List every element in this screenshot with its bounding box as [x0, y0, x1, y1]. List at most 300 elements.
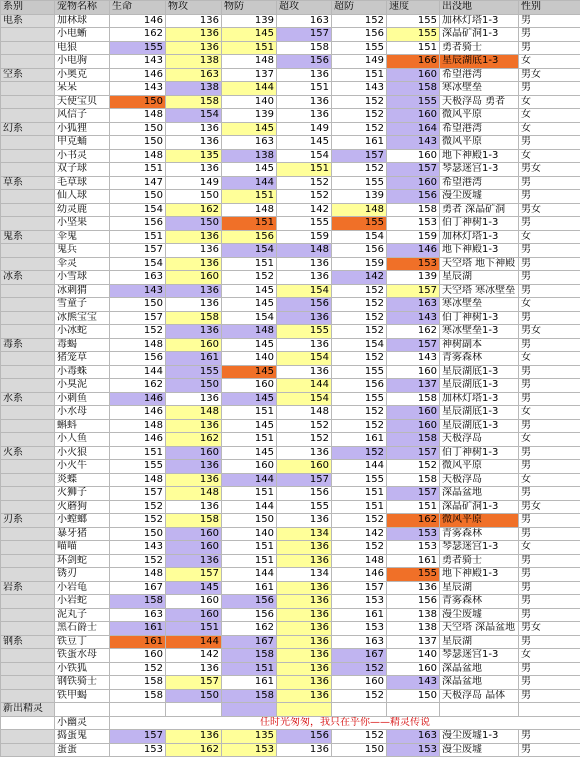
- cell-phys-defense: 153: [222, 743, 277, 757]
- cell-element: [1, 109, 55, 123]
- cell-hp: 152: [110, 514, 166, 528]
- cell-hp: 157: [110, 730, 166, 744]
- cell-speed: 157: [387, 163, 440, 177]
- cell-phys-attack: 136: [166, 244, 222, 258]
- cell-name: 仙人球: [55, 190, 110, 204]
- cell-speed: 160: [387, 365, 440, 379]
- cell-hp: 144: [110, 365, 166, 379]
- cell-hp: 157: [110, 311, 166, 325]
- cell-speed: 155: [387, 568, 440, 582]
- cell-phys-defense: 139: [222, 14, 277, 28]
- header-cell-name: 宠物名称: [55, 1, 110, 15]
- table-row: [1, 109, 580, 123]
- cell-location: 地下神殿1-3: [440, 568, 519, 582]
- cell-location: 伯丁神树1-3: [440, 446, 519, 460]
- cell-speed: 143: [387, 676, 440, 690]
- cell-name: 幼灵鹿: [55, 203, 110, 217]
- cell-hp: 158: [110, 595, 166, 609]
- cell-phys-defense: 152: [222, 271, 277, 285]
- cell-sp-defense: 156: [332, 379, 387, 393]
- cell-gender: 男: [519, 554, 580, 568]
- cell-name: 小火牛: [55, 460, 110, 474]
- table-row: [1, 311, 580, 325]
- cell-element: [1, 257, 55, 271]
- cell-gender: 男: [519, 392, 580, 406]
- cell-hp: 155: [110, 41, 166, 55]
- cell-element: 电系: [1, 14, 55, 28]
- cell-gender: 男: [519, 514, 580, 528]
- table-row: [1, 676, 580, 690]
- cell-name: 小狐狸: [55, 122, 110, 136]
- cell-hp: 157: [110, 487, 166, 501]
- cell-sp-attack: 149: [277, 122, 332, 136]
- table-row: [1, 622, 580, 636]
- cell-speed: 153: [387, 541, 440, 555]
- cell-location: 琴瑟迷宫1-3: [440, 163, 519, 177]
- cell-phys-defense: 156: [222, 230, 277, 244]
- cell-phys-attack: 158: [166, 514, 222, 528]
- cell-phys-defense: 162: [222, 622, 277, 636]
- cell-hp: 148: [110, 568, 166, 582]
- cell-gender: 女: [519, 109, 580, 123]
- cell-phys-defense: 151: [222, 257, 277, 271]
- cell-gender: 男: [519, 28, 580, 42]
- cell-sp-attack: 151: [277, 82, 332, 96]
- cell-phys-defense: 158: [222, 649, 277, 663]
- cell-sp-defense: 151: [332, 68, 387, 82]
- cell-name: 火狮子: [55, 487, 110, 501]
- cell-sp-defense: 159: [332, 257, 387, 271]
- cell-hp: 143: [110, 55, 166, 69]
- cell-name: 电狼: [55, 41, 110, 55]
- cell-phys-attack: 160: [166, 271, 222, 285]
- table-row: [1, 365, 580, 379]
- cell-hp: 146: [110, 392, 166, 406]
- table-row: [1, 595, 580, 609]
- cell-speed: 138: [387, 608, 440, 622]
- cell-speed: 160: [387, 109, 440, 123]
- cell-phys-defense: 145: [222, 392, 277, 406]
- cell-sp-defense: 154: [332, 230, 387, 244]
- cell-location: 天空塔 寒冰壁垒: [440, 284, 519, 298]
- cell-element: [1, 595, 55, 609]
- cell-sp-defense: 152: [332, 311, 387, 325]
- cell-phys-defense: 145: [222, 365, 277, 379]
- cell-name: 小刺鱼: [55, 392, 110, 406]
- cell-element: [1, 500, 55, 514]
- cell-sp-attack: 136: [277, 608, 332, 622]
- cell-name: 铁甲蝎: [55, 689, 110, 703]
- cell-name: 小雪球: [55, 271, 110, 285]
- header-cell-location: 出没地: [440, 1, 519, 15]
- cell-phys-defense: 145: [222, 446, 277, 460]
- cell-sp-attack: 152: [277, 433, 332, 447]
- cell-hp: 155: [110, 460, 166, 474]
- cell-element: 钢系: [1, 635, 55, 649]
- cell-location: 微风平原: [440, 136, 519, 150]
- cell-location: 天极浮岛: [440, 473, 519, 487]
- cell-element: [1, 662, 55, 676]
- cell-name: 猪笼草: [55, 352, 110, 366]
- cell-sp-attack: 134: [277, 527, 332, 541]
- cell-speed: 162: [387, 514, 440, 528]
- cell-element: [1, 190, 55, 204]
- cell-phys-defense: 144: [222, 568, 277, 582]
- table-row: [1, 514, 580, 528]
- cell-sp-defense: 152: [332, 689, 387, 703]
- cell-location: 神树副本: [440, 338, 519, 352]
- cell-location: 希望港湾: [440, 68, 519, 82]
- table-row: [1, 122, 580, 136]
- cell-element: [1, 82, 55, 96]
- cell-sp-attack: 136: [277, 676, 332, 690]
- cell-location: 深晶盆地: [440, 487, 519, 501]
- cell-speed: 153: [387, 217, 440, 231]
- cell-gender: 男: [519, 338, 580, 352]
- cell-gender: 男: [519, 581, 580, 595]
- cell-gender: 男: [519, 635, 580, 649]
- cell-gender: 男: [519, 379, 580, 393]
- cell-hp: 158: [110, 676, 166, 690]
- cell-hp: 143: [110, 82, 166, 96]
- cell-speed: 158: [387, 82, 440, 96]
- cell-element: [1, 676, 55, 690]
- header-cell-phys-attack: 物攻: [166, 1, 222, 15]
- cell-element: 刃系: [1, 514, 55, 528]
- cell-sp-attack: 152: [277, 419, 332, 433]
- cell-hp: 146: [110, 68, 166, 82]
- cell-name: 双子球: [55, 163, 110, 177]
- table-row: [1, 230, 580, 244]
- cell-sp-defense: 152: [332, 284, 387, 298]
- cell-phys-attack: 144: [166, 635, 222, 649]
- table-row: [1, 608, 580, 622]
- table-row: [1, 217, 580, 231]
- cell-phys-attack: 155: [166, 365, 222, 379]
- header-cell-element: 系别: [1, 1, 55, 15]
- cell-phys-defense: 151: [222, 541, 277, 555]
- cell-phys-defense: 156: [222, 595, 277, 609]
- cell-hp: 150: [110, 95, 166, 109]
- cell-element: [1, 406, 55, 420]
- cell-element: [1, 217, 55, 231]
- cell-sp-defense: 152: [332, 541, 387, 555]
- cell-gender: 女: [519, 149, 580, 163]
- cell-sp-defense: 167: [332, 649, 387, 663]
- table-row: [1, 500, 580, 514]
- cell-phys-attack: 150: [166, 190, 222, 204]
- cell-location: 希望港湾: [440, 176, 519, 190]
- cell-gender: 男女: [519, 163, 580, 177]
- cell-name: 钢铁骑士: [55, 676, 110, 690]
- cell-name: 锈刃: [55, 568, 110, 582]
- cell-phys-defense: 161: [222, 676, 277, 690]
- cell-speed: 150: [387, 689, 440, 703]
- cell-speed: 138: [387, 622, 440, 636]
- cell-speed: 162: [387, 325, 440, 339]
- table-row: [1, 541, 580, 555]
- cell-hp: 150: [110, 136, 166, 150]
- cell-hp: 152: [110, 662, 166, 676]
- cell-gender: 男: [519, 284, 580, 298]
- cell-name: 小坚果: [55, 217, 110, 231]
- cell-hp: 163: [110, 271, 166, 285]
- cell-sp-defense: 152: [332, 662, 387, 676]
- cell-location: 深晶矿洞1-3: [440, 28, 519, 42]
- cell-element: 鬼系: [1, 230, 55, 244]
- cell-name: 暴牙猪: [55, 527, 110, 541]
- cell-name: 小螳螂: [55, 514, 110, 528]
- cell-name: 伞鬼: [55, 230, 110, 244]
- cell-hp: 143: [110, 284, 166, 298]
- cell-element: [1, 163, 55, 177]
- cell-element: 幻系: [1, 122, 55, 136]
- cell-hp: 158: [110, 689, 166, 703]
- cell-element: [1, 622, 55, 636]
- cell-sp-attack: 158: [277, 41, 332, 55]
- cell-phys-defense: 145: [222, 338, 277, 352]
- cell-gender: 女: [519, 122, 580, 136]
- cell-sp-defense: 157: [332, 149, 387, 163]
- cell-sp-defense: 154: [332, 338, 387, 352]
- cell-gender: 男: [519, 419, 580, 433]
- cell-hp: 151: [110, 446, 166, 460]
- cell-element: 岩系: [1, 581, 55, 595]
- cell-phys-defense: 138: [222, 149, 277, 163]
- cell-location: 勇者骑士: [440, 41, 519, 55]
- cell-speed: 153: [387, 257, 440, 271]
- cell-sp-defense: 152: [332, 730, 387, 744]
- cell-name: 小幽灵: [55, 716, 110, 730]
- cell-gender: 男: [519, 689, 580, 703]
- header-cell-hp: 生命: [110, 1, 166, 15]
- cell-sp-defense: 155: [332, 473, 387, 487]
- cell-sp-defense: 144: [332, 460, 387, 474]
- cell-speed: 151: [387, 500, 440, 514]
- cell-gender: 女: [519, 433, 580, 447]
- cell-phys-attack: 136: [166, 122, 222, 136]
- cell-element: [1, 716, 55, 730]
- table-row: [1, 581, 580, 595]
- cell-location: 星辰湖底1-3: [440, 419, 519, 433]
- cell-phys-defense: 148: [222, 325, 277, 339]
- cell-phys-attack: 145: [166, 581, 222, 595]
- cell-speed: 163: [387, 298, 440, 312]
- cell-sp-attack: 156: [277, 55, 332, 69]
- cell-sp-attack: 136: [277, 68, 332, 82]
- cell-name: 黑石爵士: [55, 622, 110, 636]
- cell-phys-attack: 136: [166, 163, 222, 177]
- cell-location: 琴瑟迷宫1-3: [440, 541, 519, 555]
- cell-sp-attack: 142: [277, 203, 332, 217]
- cell-hp: 143: [110, 541, 166, 555]
- cell-phys-attack: 138: [166, 55, 222, 69]
- cell-phys-attack: 136: [166, 730, 222, 744]
- cell-name: 鬼兵: [55, 244, 110, 258]
- cell-hp: 150: [110, 527, 166, 541]
- cell-gender: 男: [519, 676, 580, 690]
- cell-sp-defense: 150: [332, 743, 387, 757]
- cell-name: 小水母: [55, 406, 110, 420]
- cell-phys-attack: 136: [166, 554, 222, 568]
- cell-gender: 男女: [519, 500, 580, 514]
- cell-sp-defense: 161: [332, 608, 387, 622]
- table-row: [1, 203, 580, 217]
- cell-sp-defense: 156: [332, 244, 387, 258]
- cell-location: 深晶盆地: [440, 676, 519, 690]
- cell-name: 小岩蛇: [55, 595, 110, 609]
- cell-gender: 男: [519, 136, 580, 150]
- cell-phys-attack: 136: [166, 500, 222, 514]
- cell-sp-defense: 161: [332, 136, 387, 150]
- cell-sp-defense: 160: [332, 676, 387, 690]
- cell-name: [55, 703, 110, 717]
- table-row: [1, 257, 580, 271]
- cell-gender: 男: [519, 176, 580, 190]
- cell-sp-defense: 152: [332, 109, 387, 123]
- cell-sp-defense: 151: [332, 500, 387, 514]
- cell-phys-attack: 136: [166, 230, 222, 244]
- cell-gender: 男: [519, 365, 580, 379]
- cell-gender: 男: [519, 527, 580, 541]
- cell-sp-attack: 136: [277, 271, 332, 285]
- cell-sp-attack: 157: [277, 28, 332, 42]
- cell-sp-attack: 163: [277, 14, 332, 28]
- cell-sp-defense: 153: [332, 622, 387, 636]
- cell-phys-attack: 161: [166, 352, 222, 366]
- cell-element: [1, 649, 55, 663]
- table-row: [1, 568, 580, 582]
- cell-speed: 157: [387, 284, 440, 298]
- cell-phys-attack: 158: [166, 311, 222, 325]
- cell-location: 天空塔 地下神殿: [440, 257, 519, 271]
- cell-gender: 男女: [519, 622, 580, 636]
- cell-phys-attack: 136: [166, 460, 222, 474]
- cell-sp-defense: 156: [332, 28, 387, 42]
- cell-sp-attack: 159: [277, 230, 332, 244]
- cell-sp-defense: 148: [332, 203, 387, 217]
- cell-sp-attack: 155: [277, 217, 332, 231]
- cell-sp-defense: 155: [332, 41, 387, 55]
- cell-sp-attack: 136: [277, 743, 332, 757]
- cell-hp: 157: [110, 244, 166, 258]
- cell-location: 加林灯塔1-3: [440, 392, 519, 406]
- cell-gender: 女: [519, 541, 580, 555]
- cell-name: 小书灵: [55, 149, 110, 163]
- cell-element: 冰系: [1, 271, 55, 285]
- cell-sp-attack: 160: [277, 460, 332, 474]
- cell-sp-attack: 136: [277, 365, 332, 379]
- cell-hp: 147: [110, 176, 166, 190]
- cell-phys-defense: 135: [222, 730, 277, 744]
- cell-phys-attack: [166, 703, 222, 717]
- cell-phys-attack: 136: [166, 14, 222, 28]
- cell-hp: 161: [110, 622, 166, 636]
- cell-sp-attack: 157: [277, 473, 332, 487]
- cell-hp: [110, 703, 166, 717]
- cell-phys-defense: 163: [222, 136, 277, 150]
- table-row: [1, 487, 580, 501]
- table-body: [1, 14, 580, 757]
- cell-name: 小电蜥: [55, 28, 110, 42]
- cell-phys-defense: 151: [222, 41, 277, 55]
- cell-phys-attack: 136: [166, 325, 222, 339]
- cell-phys-defense: 137: [222, 68, 277, 82]
- cell-element: [1, 298, 55, 312]
- cell-sp-attack: 155: [277, 325, 332, 339]
- cell-speed: 155: [387, 95, 440, 109]
- cell-speed: 158: [387, 473, 440, 487]
- cell-hp: 148: [110, 473, 166, 487]
- cell-gender: 男: [519, 608, 580, 622]
- cell-phys-defense: 160: [222, 460, 277, 474]
- cell-phys-defense: 145: [222, 284, 277, 298]
- cell-gender: 女: [519, 95, 580, 109]
- cell-name: 捣蛋鬼: [55, 730, 110, 744]
- table-row: [1, 554, 580, 568]
- cell-speed: 140: [387, 649, 440, 663]
- cell-gender: 男: [519, 743, 580, 757]
- cell-sp-attack: 154: [277, 392, 332, 406]
- cell-name: 毒蝎: [55, 338, 110, 352]
- cell-speed: 143: [387, 352, 440, 366]
- cell-hp: 156: [110, 217, 166, 231]
- cell-location: 地下神殿1-3: [440, 149, 519, 163]
- cell-sp-defense: 157: [332, 581, 387, 595]
- cell-phys-attack: 160: [166, 541, 222, 555]
- table-header: [1, 1, 580, 15]
- table-row: [1, 392, 580, 406]
- cell-location: 琴瑟迷宫1-3: [440, 649, 519, 663]
- cell-element: [1, 730, 55, 744]
- table-row: [1, 379, 580, 393]
- table-row: [1, 338, 580, 352]
- cell-phys-attack: 160: [166, 608, 222, 622]
- cell-name: 铁蛋水母: [55, 649, 110, 663]
- cell-location: 星辰湖: [440, 635, 519, 649]
- cell-sp-attack: 155: [277, 500, 332, 514]
- cell-name: 小毒蛛: [55, 365, 110, 379]
- cell-speed: 160: [387, 662, 440, 676]
- cell-hp: 151: [110, 163, 166, 177]
- cell-phys-defense: 154: [222, 244, 277, 258]
- cell-sp-attack: 156: [277, 298, 332, 312]
- cell-name: 冰熊宝宝: [55, 311, 110, 325]
- table-row: [1, 244, 580, 258]
- cell-sp-attack: 148: [277, 244, 332, 258]
- cell-phys-defense: 144: [222, 500, 277, 514]
- cell-phys-defense: 145: [222, 419, 277, 433]
- cell-speed: 163: [387, 730, 440, 744]
- cell-location: 伯丁神树1-3: [440, 311, 519, 325]
- cell-sp-attack: 154: [277, 352, 332, 366]
- cell-hp: 161: [110, 635, 166, 649]
- cell-phys-attack: 154: [166, 109, 222, 123]
- cell-hp: 146: [110, 406, 166, 420]
- cell-location: 星辰湖: [440, 271, 519, 285]
- cell-hp: 153: [110, 743, 166, 757]
- cell-phys-attack: 148: [166, 406, 222, 420]
- cell-speed: 160: [387, 419, 440, 433]
- cell-gender: 男: [519, 730, 580, 744]
- cell-element: [1, 311, 55, 325]
- cell-phys-defense: 158: [222, 689, 277, 703]
- cell-gender: 女: [519, 298, 580, 312]
- cell-gender: 女: [519, 230, 580, 244]
- cell-location: 漫尘废墟1-3: [440, 730, 519, 744]
- cell-location: 勇者骑士: [440, 554, 519, 568]
- cell-speed: 152: [387, 460, 440, 474]
